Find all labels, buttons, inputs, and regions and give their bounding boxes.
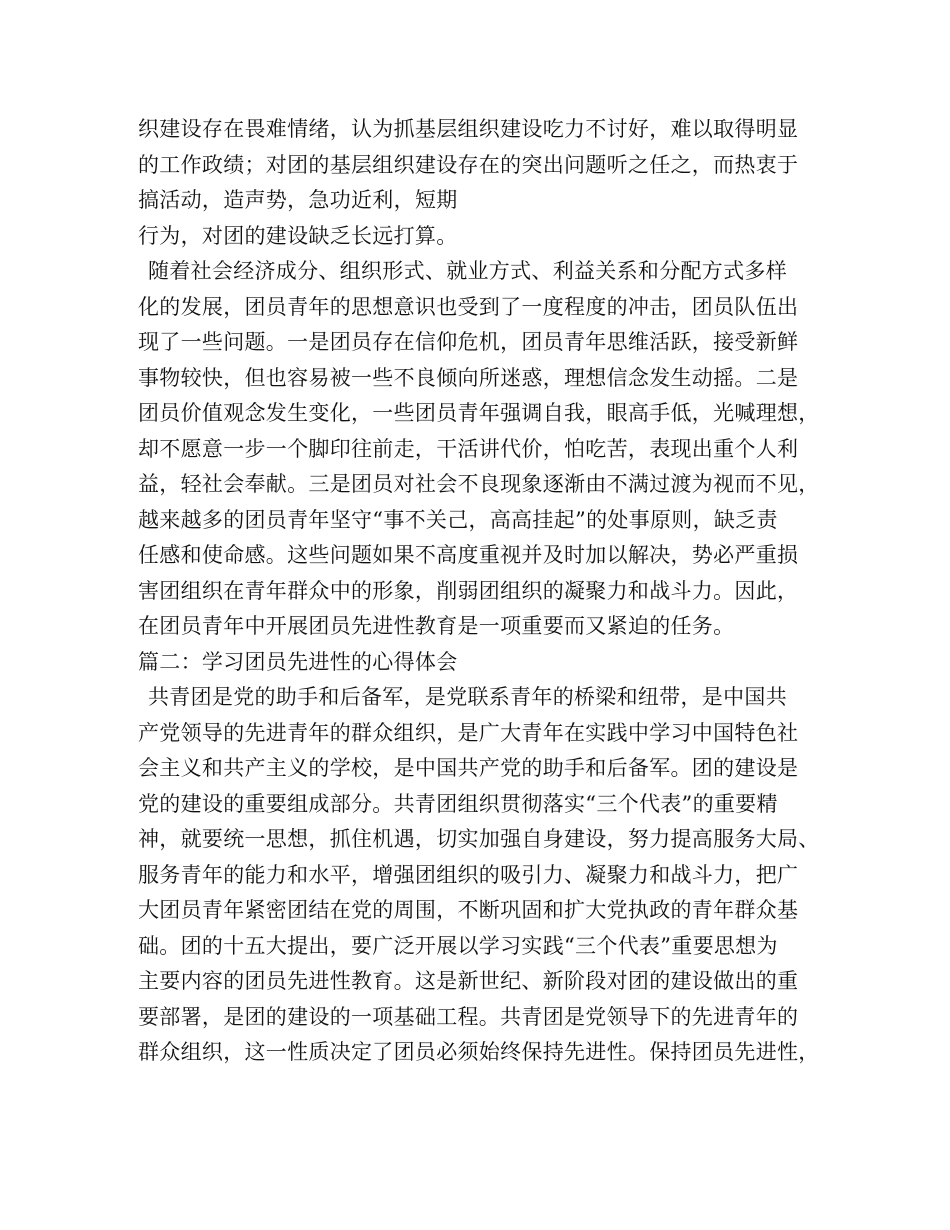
text-line: 害团组织在青年群众中的形象，削弱团组织的凝聚力和战斗力。因此， — [138, 578, 799, 603]
text-line: 会主义和共产主义的学校，是中国共产党的助手和后备军。团的建设是 — [138, 756, 799, 780]
text-line: 织建设存在畏难情绪，认为抓基层组织建设吃力不讨好，难以取得明显 — [138, 117, 799, 141]
text-line: 团员价值观念发生变化，一些团员青年强调自我，眼高手低，光喊理想， — [138, 401, 820, 425]
text-line: 的工作政绩；对团的基层组织建设存在的突出问题听之任之，而热衷于 — [138, 152, 799, 177]
text-line: 益，轻社会奉献。三是团员对社会不良现象逐渐由不满过渡为视而不见， — [138, 472, 820, 496]
text-line: 现了一些问题。一是团员存在信仰危机，团员青年思维活跃，接受新鲜 — [138, 330, 799, 354]
text-line: 越来越多的团员青年坚守“事不关己，高高挂起”的处事原则，缺乏责 — [138, 507, 778, 532]
text-line: 主要内容的团员先进性教育。这是新世纪、新阶段对团的建设做出的重 — [138, 969, 799, 993]
text-line: 服务青年的能力和水平，增强团组织的吸引力、凝聚力和战斗力，把广 — [138, 862, 799, 887]
text-line: 任感和使命感。这些问题如果不高度重视并及时加以解决，势必严重损 — [138, 543, 799, 567]
text-line: 础。团的十五大提出，要广泛开展以学习实践“三个代表”重要思想为 — [138, 933, 778, 958]
text-line: 在团员青年中开展团员先进性教育是一项重要而又紧迫的任务。 — [138, 614, 735, 638]
text-line: 群众组织，这一性质决定了团员必须始终保持先进性。保持团员先进性， — [138, 1040, 820, 1064]
body-text — [138, 112, 828, 1071]
text-line: 随着社会经济成分、组织形式、就业方式、利益关系和分配方式多样 — [148, 259, 787, 283]
text-line: 化的发展，团员青年的思想意识也受到了一度程度的冲击，团员队伍出 — [138, 294, 799, 319]
text-line: 搞活动，造声势，急功近利，短期 — [138, 188, 458, 212]
text-line: 事物较快，但也容易被一些不良倾向所迷惑，理想信念发生动摇。二是 — [138, 365, 799, 390]
text-line: 产党领导的先进青年的群众组织，是广大青年在实践中学习中国特色社 — [138, 720, 799, 745]
section-heading: 篇二：学习团员先进性的心得体会 — [138, 649, 458, 674]
text-line: 要部署，是团的建设的一项基础工程。共青团是党领导下的先进青年的 — [138, 1004, 799, 1029]
text-line: 行为，对团的建设缺乏长远打算。 — [138, 223, 458, 248]
text-line: 神，就要统一思想，抓住机遇，切实加强自身建设，努力提高服务大局、 — [138, 827, 820, 851]
text-line: 却不愿意一步一个脚印往前走，干活讲代价，怕吃苦，表现出重个人利 — [138, 436, 799, 461]
text-line: 共青团是党的助手和后备军，是党联系青年的桥梁和纽带，是中国共 — [148, 685, 787, 709]
text-line: 大团员青年紧密团结在党的周围，不断巩固和扩大党执政的青年群众基 — [138, 898, 799, 922]
text-line: 党的建设的重要组成部分。共青团组织贯彻落实“三个代表”的重要精 — [138, 791, 778, 816]
